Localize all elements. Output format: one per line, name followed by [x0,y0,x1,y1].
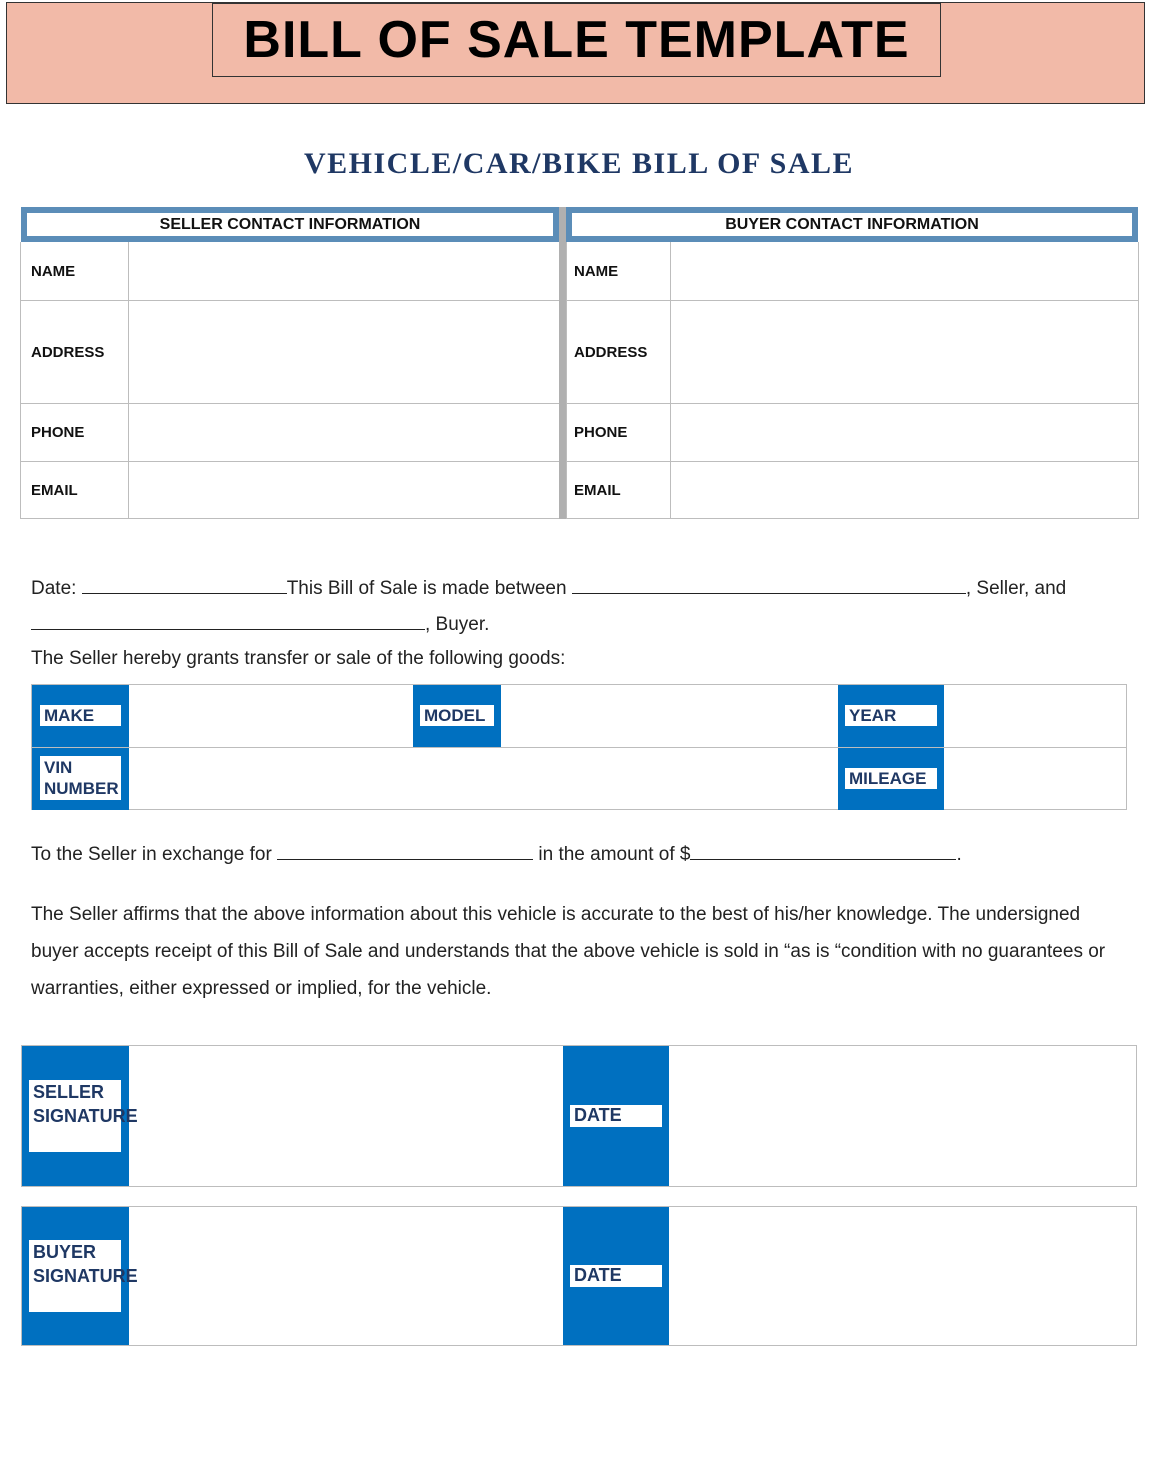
seller-phone-field[interactable] [129,404,560,461]
agreement-line-1 [31,576,1066,600]
buyer-contact-table [566,242,1139,519]
year-label: YEAR [845,705,937,726]
buyer-email-label: EMAIL [574,481,621,499]
buyer-row-email [567,462,1139,519]
document-subtitle: VEHICLE/CAR/BIKE BILL OF SALE [303,147,855,180]
seller-name-blank[interactable] [572,576,966,594]
buyer-date-label: DATE [570,1265,662,1287]
buyer-date-field[interactable] [669,1207,1136,1345]
legal-paragraph: The Seller affirms that the above information about this vehicle is accurate to the best of his/her knowledge. The undersigned buyer accepts receipt of this Bill of Sale and understands that the above vehicle is sold in “as is “condition with no guarantees or warranties, either expressed or implied, for the vehicle. [31,904,1106,999]
seller-date-field[interactable] [669,1046,1136,1186]
mileage-field[interactable] [944,748,1126,810]
buyer-header-label: BUYER CONTACT INFORMATION [572,213,1132,236]
seller-email-label: EMAIL [31,481,78,499]
exchange-item-blank[interactable] [277,842,533,860]
seller-row-name [21,242,560,301]
buyer-address-field[interactable] [671,301,1139,403]
seller-row-phone [21,404,560,462]
make-field[interactable] [129,685,413,747]
make-label: MAKE [40,705,121,726]
buyer-phone-field[interactable] [671,404,1139,461]
make-cell [32,685,129,747]
buyer-suffix-text: , Buyer. [425,614,490,635]
buyer-address-label: ADDRESS [574,343,648,361]
buyer-phone-label: PHONE [574,424,628,441]
seller-signature-cell [22,1046,138,1186]
vin-field[interactable] [129,748,838,810]
seller-row-address [21,301,560,404]
buyer-row-address [567,301,1139,404]
exchange-prefix: To the Seller in exchange for [31,844,272,865]
goods-table [31,684,1127,810]
buyer-date-cell [563,1207,669,1345]
seller-header [21,207,559,242]
buyer-signature-label: BUYER SIGNATURE [29,1240,121,1312]
buyer-name-blank[interactable] [31,612,425,630]
mileage-cell [838,748,944,810]
amount-blank[interactable] [690,842,956,860]
title-banner [6,2,1145,104]
seller-phone-label: PHONE [31,424,85,441]
buyer-name-label: NAME [574,262,619,280]
grants-text: The Seller hereby grants transfer or sale of the following goods: [31,648,566,669]
seller-name-field[interactable] [129,242,560,300]
exchange-suffix: . [956,844,962,865]
seller-email-field[interactable] [129,462,560,518]
seller-row-email [21,462,560,519]
date-label: Date: [31,578,77,599]
seller-date-cell [563,1046,669,1186]
mileage-label: MILEAGE [845,768,937,789]
column-divider [559,207,566,519]
vin-label: VIN NUMBER [40,756,121,800]
document-title: BILL OF SALE TEMPLATE [243,11,910,69]
made-between-text: This Bill of Sale is made between [286,578,567,599]
seller-header-label: SELLER CONTACT INFORMATION [27,213,553,236]
model-cell [413,685,501,747]
seller-name-label: NAME [31,262,76,280]
seller-signature-label: SELLER SIGNATURE [29,1080,121,1152]
buyer-name-field[interactable] [671,242,1139,300]
seller-contact-table [20,242,560,519]
year-field[interactable] [944,685,1126,747]
buyer-signature-cell [22,1207,138,1345]
buyer-signature-row [21,1206,1137,1346]
exchange-line [31,842,962,866]
buyer-row-phone [567,404,1139,462]
buyer-row-name [567,242,1139,301]
seller-address-field[interactable] [129,301,560,403]
exchange-amount-text: in the amount of $ [538,844,691,865]
buyer-signature-field[interactable] [129,1207,563,1345]
seller-signature-field[interactable] [129,1046,563,1186]
seller-and-text: , Seller, and [965,578,1067,599]
agreement-line-2 [31,612,489,636]
date-blank[interactable] [82,576,287,594]
buyer-header [566,207,1138,242]
seller-address-label: ADDRESS [31,343,105,361]
vin-cell [32,748,129,810]
title-box [212,3,941,77]
model-label: MODEL [420,705,494,726]
seller-signature-row [21,1045,1137,1187]
buyer-email-field[interactable] [671,462,1139,518]
model-field[interactable] [501,685,838,747]
year-cell [838,685,944,747]
seller-date-label: DATE [570,1105,662,1127]
